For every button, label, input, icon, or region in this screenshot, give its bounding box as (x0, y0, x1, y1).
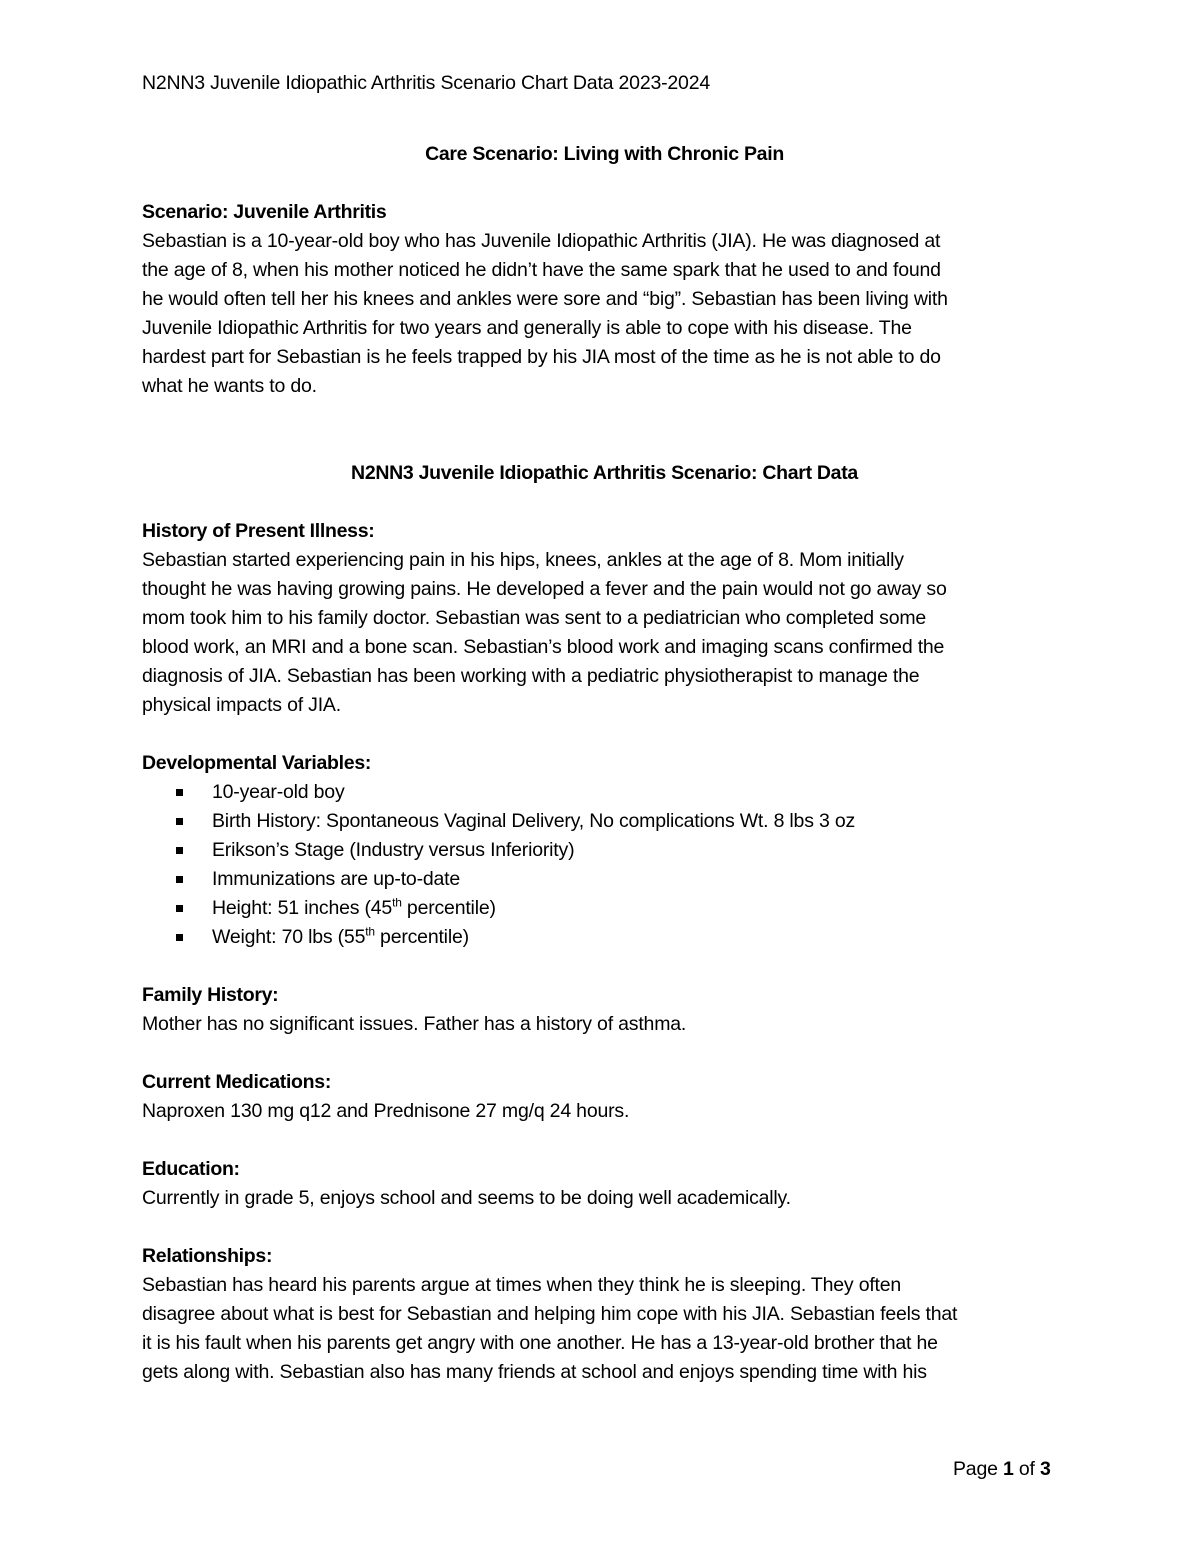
education-section (142, 1155, 1067, 1213)
running-header: N2NN3 Juvenile Idiopathic Arthritis Scenario Chart Data 2023-2024 (142, 72, 710, 94)
height-text: Height: 51 inches (45 (212, 897, 393, 919)
scenario-heading: Scenario: Juvenile Arthritis (142, 201, 387, 223)
scenario-line: hardest part for Sebastian is he feels trapped by his JIA most of the time as he is not able to do (142, 346, 941, 368)
list-item-text: Erikson’s Stage (Industry versus Inferiority) (212, 839, 575, 861)
list-item (142, 836, 1067, 865)
of-label: of (1018, 1458, 1035, 1480)
relationships-line: Sebastian has heard his parents argue at times when they think he is sleeping. They often (142, 1274, 902, 1296)
list-item-text: 10-year-old boy (212, 781, 345, 803)
relationships-line: gets along with. Sebastian also has many friends at school and enjoys spending time with his (142, 1361, 927, 1383)
family-heading: Family History: (142, 984, 279, 1006)
scenario-line: what he wants to do. (142, 375, 317, 397)
page-label: Page (953, 1458, 998, 1480)
relationships-line: it is his fault when his parents get angry with one another. He has a 13-year-old brother that he (142, 1332, 938, 1354)
weight-text-end: percentile) (374, 926, 469, 948)
square-bullet-icon (176, 876, 183, 883)
hpi-line: physical impacts of JIA. (142, 694, 341, 716)
scenario-line: Juvenile Idiopathic Arthritis for two years and generally is able to cope with his disease. The (142, 317, 912, 339)
ordinal-suffix: th (392, 895, 402, 910)
list-item-text: Birth History: Spontaneous Vaginal Delivery, No complications Wt. 8 lbs 3 oz (212, 810, 856, 832)
relationships-line: disagree about what is best for Sebastian and helping him cope with his JIA. Sebastian feels that (142, 1303, 958, 1325)
document-title: Care Scenario: Living with Chronic Pain (425, 143, 784, 165)
page-number (953, 1458, 1051, 1481)
weight-text: Weight: 70 lbs (55 (212, 926, 366, 948)
scenario-line: the age of 8, when his mother noticed he didn’t have the same spark that he used to and found (142, 259, 941, 281)
total-pages: 3 (1039, 1458, 1051, 1480)
education-text: Currently in grade 5, enjoys school and seems to be doing well academically. (142, 1187, 791, 1209)
hpi-paragraph (142, 546, 1067, 720)
education-heading: Education: (142, 1158, 240, 1180)
height-text-end: percentile) (401, 897, 496, 919)
list-item (142, 923, 1067, 952)
scenario-line: he would often tell her his knees and ankles were sore and “big”. Sebastian has been living with (142, 288, 948, 310)
square-bullet-icon (176, 789, 183, 796)
current-page: 1 (1002, 1458, 1014, 1480)
list-item (142, 807, 1067, 836)
list-item (142, 778, 1067, 807)
developmental-heading: Developmental Variables: (142, 752, 372, 774)
chart-data-title: N2NN3 Juvenile Idiopathic Arthritis Scenario: Chart Data (351, 462, 858, 484)
medications-section (142, 1068, 1067, 1126)
developmental-section (142, 749, 1067, 952)
developmental-list (142, 778, 1067, 952)
square-bullet-icon (176, 905, 183, 912)
relationships-paragraph (142, 1271, 1067, 1387)
document-body (142, 140, 1067, 1387)
scenario-paragraph (142, 227, 1067, 401)
scenario-section (142, 198, 1067, 401)
hpi-heading: History of Present Illness: (142, 520, 375, 542)
relationships-section (142, 1242, 1067, 1387)
hpi-line: blood work, an MRI and a bone scan. Sebastian’s blood work and imaging scans confirmed the (142, 636, 945, 658)
scenario-line: Sebastian is a 10-year-old boy who has Juvenile Idiopathic Arthritis (JIA). He was diagnosed at (142, 230, 941, 252)
hpi-line: thought he was having growing pains. He developed a fever and the pain would not go away so (142, 578, 947, 600)
square-bullet-icon (176, 818, 183, 825)
list-item (142, 894, 1067, 923)
square-bullet-icon (176, 847, 183, 854)
ordinal-suffix: th (365, 924, 375, 939)
relationships-heading: Relationships: (142, 1245, 273, 1267)
medications-heading: Current Medications: (142, 1071, 332, 1093)
medications-text: Naproxen 130 mg q12 and Prednisone 27 mg/q 24 hours. (142, 1100, 630, 1122)
hpi-line: diagnosis of JIA. Sebastian has been working with a pediatric physiotherapist to manage the (142, 665, 920, 687)
family-section (142, 981, 1067, 1039)
list-item-text: Immunizations are up-to-date (212, 868, 461, 890)
list-item (142, 865, 1067, 894)
hpi-section (142, 517, 1067, 720)
family-text: Mother has no significant issues. Father has a history of asthma. (142, 1013, 687, 1035)
hpi-line: Sebastian started experiencing pain in his hips, knees, ankles at the age of 8. Mom initially (142, 549, 904, 571)
square-bullet-icon (176, 934, 183, 941)
hpi-line: mom took him to his family doctor. Sebastian was sent to a pediatrician who completed some (142, 607, 927, 629)
